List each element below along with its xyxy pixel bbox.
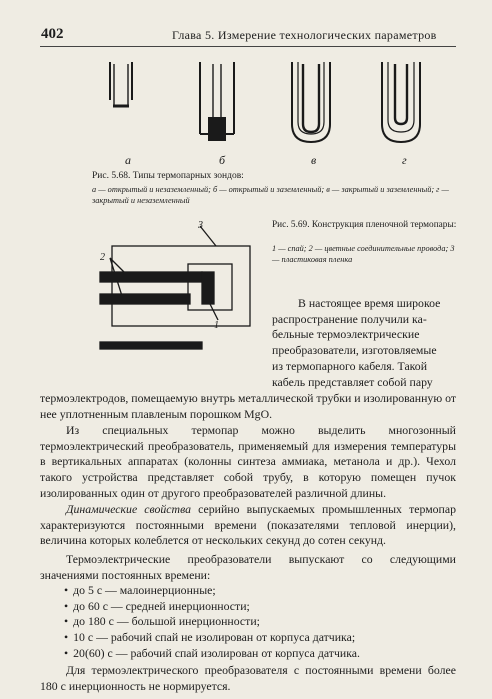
plastic-film [112, 246, 250, 326]
page-number: 402 [41, 26, 64, 42]
list-item: • 20(60) с — рабочий спай изолирован от корпуса датчика. [64, 646, 456, 662]
paragraph-multizone: Из специальных термопар можно выделить многозонный термоэлектрический преобразователь, применяемый для измерения температуры в вертикальных аппаратах (колонны синтеза аммиака, метанола и др.). Чехол такого устройства представляет собой трубу, в которую помещен пучок изолированных один от другого преобразователей различной длины. [40, 423, 456, 500]
probe-b [200, 62, 234, 140]
callout-1: 1 [214, 320, 219, 331]
wire-lower [100, 294, 190, 304]
figure-5-69-caption-text: 1 — спай; 2 — цветные соединительные провода; 3 — пластиковая пленка [272, 244, 455, 264]
callout-3: 3 [198, 220, 203, 231]
figure-5-68-drawing [96, 62, 426, 157]
probe-label-b: б [219, 153, 226, 167]
text-line: В настоящее время широкое [298, 296, 441, 310]
text-line: распространение получили ка- [272, 311, 427, 326]
probe-c [292, 62, 330, 142]
list-item: • до 5 с — малоинерционные; [64, 583, 456, 599]
list-item: • 10 с — рабочий спай не изолирован от корпуса датчика; [64, 630, 456, 646]
wire-bottom [100, 342, 202, 349]
probe-label-d: г [402, 153, 407, 167]
callout-2: 2 [100, 252, 105, 263]
dynamic-properties-term: Динамические свойства [66, 502, 192, 516]
text-line: кабель представляет собой пару [272, 374, 433, 389]
figure-5-69-caption-title: Рис. 5.69. Конструкция пленочной термопары: [272, 220, 457, 230]
list-item: • до 60 с — средней инерционности; [64, 599, 456, 615]
header-rule [40, 46, 456, 47]
text-line: из термопарного кабеля. Такой [272, 358, 428, 373]
paragraph-not-normalized: Для термоэлектрического преобразователя с постоянными времени более 180 с инерционность не нормируется. [40, 663, 456, 693]
probe-label-c: в [311, 153, 317, 167]
text-line: бельные термоэлектрические [272, 327, 420, 342]
paragraph-time-constants: Термоэлектрические преобразователи выпускают со следующими значениями постоянных времени: [40, 552, 456, 582]
paragraph-cable-continued: термоэлектродов, помещаемую внутрь металлической трубки и изолированную от нее уплотненным плавленым порошком MgO. [40, 391, 456, 421]
probe-d [382, 62, 420, 142]
probe-a [110, 62, 132, 106]
probe-label-a: а [125, 153, 131, 167]
text-line: преобразователи, изготовляемые [272, 343, 437, 358]
dynamic-properties-text: серийно выпускаемых промышленных термопар характеризуются постоянными времени (показателями тепловой инерции), величина которых колеблется от нескольких секунд до сотен секунд. [40, 502, 457, 548]
figure-5-69-drawing [92, 218, 262, 363]
figure-5-68-caption-title: Рис. 5.68. Типы термопарных зондов: [92, 171, 244, 181]
time-constant-list [64, 583, 456, 662]
junction [202, 272, 214, 304]
list-item: • до 180 с — большой инерционности; [64, 614, 456, 630]
paragraph-dynamic-properties [40, 502, 456, 549]
figure-5-68-caption-text: а — открытый и незаземленный; б — открытый и заземленный; в — закрытый и заземленный; г — закрытый и незаземленный [92, 185, 449, 205]
paragraph-cable-thermocouples [272, 296, 456, 390]
chapter-title: Глава 5. Измерение технологических параметров [172, 28, 437, 42]
